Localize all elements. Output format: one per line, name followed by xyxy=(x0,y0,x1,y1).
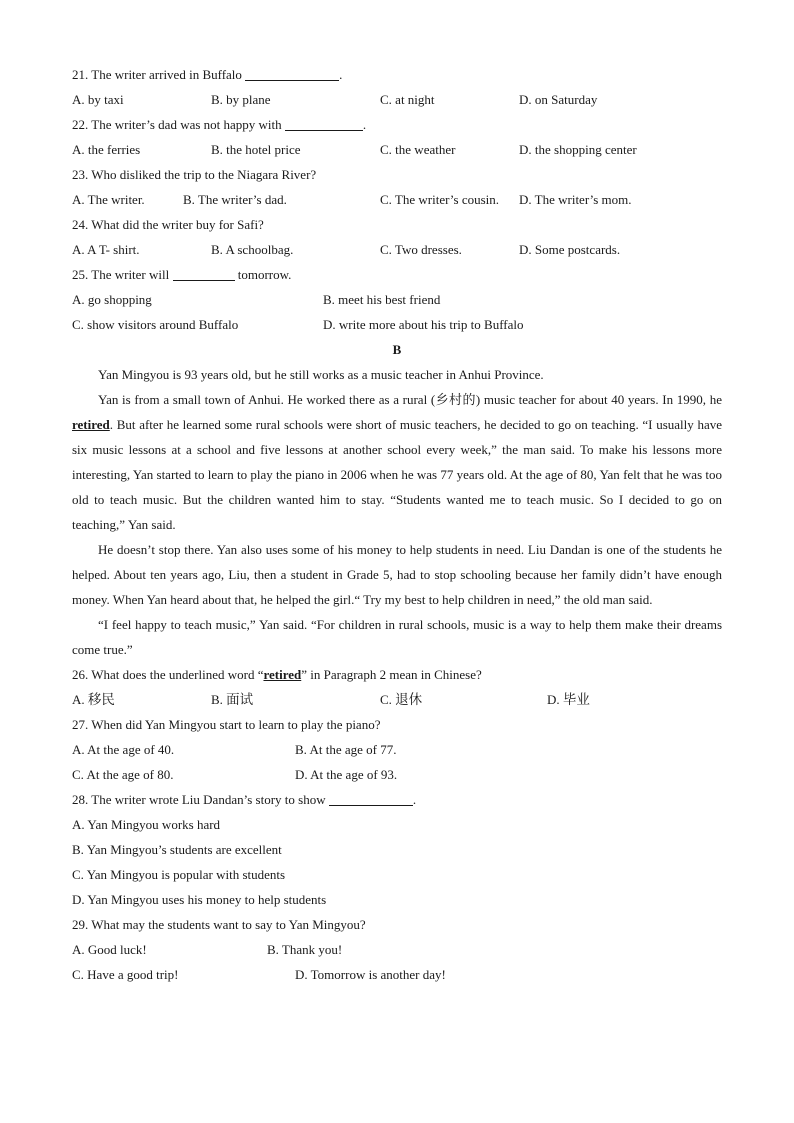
q26-option-a[interactable] xyxy=(72,687,115,713)
q25-option-a[interactable]: A. go shopping xyxy=(72,292,152,307)
q26-a-text: 移民 xyxy=(87,692,115,708)
underlined-word-ref: retired xyxy=(263,667,302,682)
question-27-options-row1 xyxy=(72,737,722,762)
question-22-options xyxy=(72,137,722,162)
q29-option-b[interactable]: B. Thank you! xyxy=(267,942,343,957)
q26-option-b[interactable] xyxy=(211,687,253,713)
q28-option-c[interactable]: C. Yan Mingyou is popular with students xyxy=(72,867,286,882)
q28-option-b[interactable]: B. Yan Mingyou’s students are excellent xyxy=(72,842,282,857)
question-24-stem xyxy=(72,212,722,237)
question-23-stem xyxy=(72,162,722,187)
q24-option-d[interactable]: D. Some postcards. xyxy=(519,242,621,257)
question-23-options xyxy=(72,187,722,212)
q25-stem-text: 25. The writer will xyxy=(72,267,173,282)
question-29-stem xyxy=(72,912,722,937)
question-26-options xyxy=(72,687,722,712)
question-28-stem xyxy=(72,787,722,812)
q28-option-a[interactable]: A. Yan Mingyou works hard xyxy=(72,817,221,832)
q26-stem-start: 26. What does the underlined word “ xyxy=(72,667,264,682)
q26-a-letter: A. xyxy=(72,692,88,707)
q25-option-c[interactable]: C. show visitors around Buffalo xyxy=(72,317,239,332)
q27-option-a[interactable]: A. At the age of 40. xyxy=(72,742,175,757)
q24-option-b[interactable]: B. A schoolbag. xyxy=(211,242,294,257)
q26-c-text: 退休 xyxy=(395,692,423,708)
underlined-word: retired xyxy=(72,417,110,432)
p2-text-end: . But after he learned some rural schools were short of music teachers, he decided to go on teaching. “I usually have six music lessons at a school and five lessons at another school every week,” the man said. To make his lessons more interesting, Yan started to learn to play the piano in 2006 when he was 77 years old. At the age of 80, Yan felt that he was too old to teach music. But the children wanted him to stay. “Students wanted me to teach music. So I decided to go on teaching,” Yan said. xyxy=(72,417,722,532)
q25-stem-end: tomorrow. xyxy=(234,267,292,282)
q22-stem-end: . xyxy=(362,117,367,132)
q21-option-b[interactable]: B. by plane xyxy=(211,92,271,107)
answer-blank xyxy=(329,790,413,806)
q21-option-d[interactable]: D. on Saturday xyxy=(519,92,598,107)
question-22-stem xyxy=(72,112,722,137)
q25-option-b[interactable]: B. meet his best friend xyxy=(323,292,441,307)
q26-c-letter: C. xyxy=(380,692,396,707)
answer-blank xyxy=(245,65,339,81)
q23-option-c[interactable]: C. The writer’s cousin. xyxy=(380,192,500,207)
question-25-options-row2 xyxy=(72,312,722,337)
q29-option-d[interactable]: D. Tomorrow is another day! xyxy=(295,967,446,982)
question-24-options xyxy=(72,237,722,262)
q28-option-d[interactable]: D. Yan Mingyou uses his money to help students xyxy=(72,892,327,907)
q21-option-a[interactable]: A. by taxi xyxy=(72,92,124,107)
passage-paragraph-1: Yan Mingyou is 93 years old, but he still works as a music teacher in Anhui Province. xyxy=(98,367,544,382)
q24-stem-text: 24. What did the writer buy for Safi? xyxy=(72,217,264,232)
question-29-options-row2 xyxy=(72,962,722,987)
question-21-options xyxy=(72,87,722,112)
question-27-options-row2 xyxy=(72,762,722,787)
p2-text-start: Yan is from a small town of Anhui. He worked there as a rural (乡村的) music teacher for about 40 years. In 1990, he xyxy=(98,392,722,407)
q27-option-d[interactable]: D. At the age of 93. xyxy=(295,767,398,782)
q28-stem-end: . xyxy=(412,792,417,807)
exam-page xyxy=(72,62,722,987)
q21-option-c[interactable]: C. at night xyxy=(380,92,435,107)
q23-option-d[interactable]: D. The writer’s mom. xyxy=(519,192,632,207)
q27-stem-text: 27. When did Yan Mingyou start to learn to play the piano? xyxy=(72,717,381,732)
answer-blank xyxy=(285,115,363,131)
q22-option-d[interactable]: D. the shopping center xyxy=(519,142,637,157)
q22-option-b[interactable]: B. the hotel price xyxy=(211,142,301,157)
q29-option-c[interactable]: C. Have a good trip! xyxy=(72,967,179,982)
q26-stem-end: ” in Paragraph 2 mean in Chinese? xyxy=(301,667,482,682)
question-25-stem xyxy=(72,262,722,287)
question-25-options-row1 xyxy=(72,287,722,312)
q26-b-text: 面试 xyxy=(226,692,254,708)
q25-option-d[interactable]: D. write more about his trip to Buffalo xyxy=(323,317,524,332)
answer-blank xyxy=(173,265,235,281)
q23-stem-text: 23. Who disliked the trip to the Niagara River? xyxy=(72,167,317,182)
q23-option-a[interactable]: A. The writer. xyxy=(72,192,145,207)
question-26-stem xyxy=(72,662,722,687)
section-title: B xyxy=(392,342,402,357)
q27-option-b[interactable]: B. At the age of 77. xyxy=(295,742,397,757)
q26-d-text: 毕业 xyxy=(562,692,590,708)
q29-option-a[interactable]: A. Good luck! xyxy=(72,942,147,957)
q24-option-a[interactable]: A. A T- shirt. xyxy=(72,242,140,257)
q26-b-letter: B. xyxy=(211,692,227,707)
q26-d-letter: D. xyxy=(547,692,563,707)
question-29-options-row1 xyxy=(72,937,722,962)
question-27-stem xyxy=(72,712,722,737)
passage-paragraph-3: He doesn’t stop there. Yan also uses some of his money to help students in need. Liu Dandan is one of the students he helped. About ten years ago, Liu, then a student in Grade 5, had to stop schooling because her family didn’t have enough money. When Yan heard about that, he helped the girl.“ Try my best to help children in need,” the old man said. xyxy=(72,542,722,607)
q21-stem-end: . xyxy=(339,67,343,82)
q24-option-c[interactable]: C. Two dresses. xyxy=(380,242,462,257)
passage-paragraph-2 xyxy=(72,387,722,537)
q23-option-b[interactable]: B. The writer’s dad. xyxy=(183,192,287,207)
q27-option-c[interactable]: C. At the age of 80. xyxy=(72,767,174,782)
q29-stem-text: 29. What may the students want to say to Yan Mingyou? xyxy=(72,917,366,932)
q26-option-d[interactable] xyxy=(547,687,590,713)
q28-stem-text: 28. The writer wrote Liu Dandan’s story to show xyxy=(72,792,329,807)
q22-option-c[interactable]: C. the weather xyxy=(380,142,456,157)
passage-paragraph-4: “I feel happy to teach music,” Yan said. “For children in rural schools, music is a way to help them make their dreams come true.” xyxy=(72,617,722,657)
question-21-stem xyxy=(72,62,722,87)
q22-option-a[interactable]: A. the ferries xyxy=(72,142,141,157)
q21-stem-text: 21. The writer arrived in Buffalo xyxy=(72,67,246,82)
q22-stem-text: 22. The writer’s dad was not happy with xyxy=(72,117,285,132)
q26-option-c[interactable] xyxy=(380,687,422,713)
